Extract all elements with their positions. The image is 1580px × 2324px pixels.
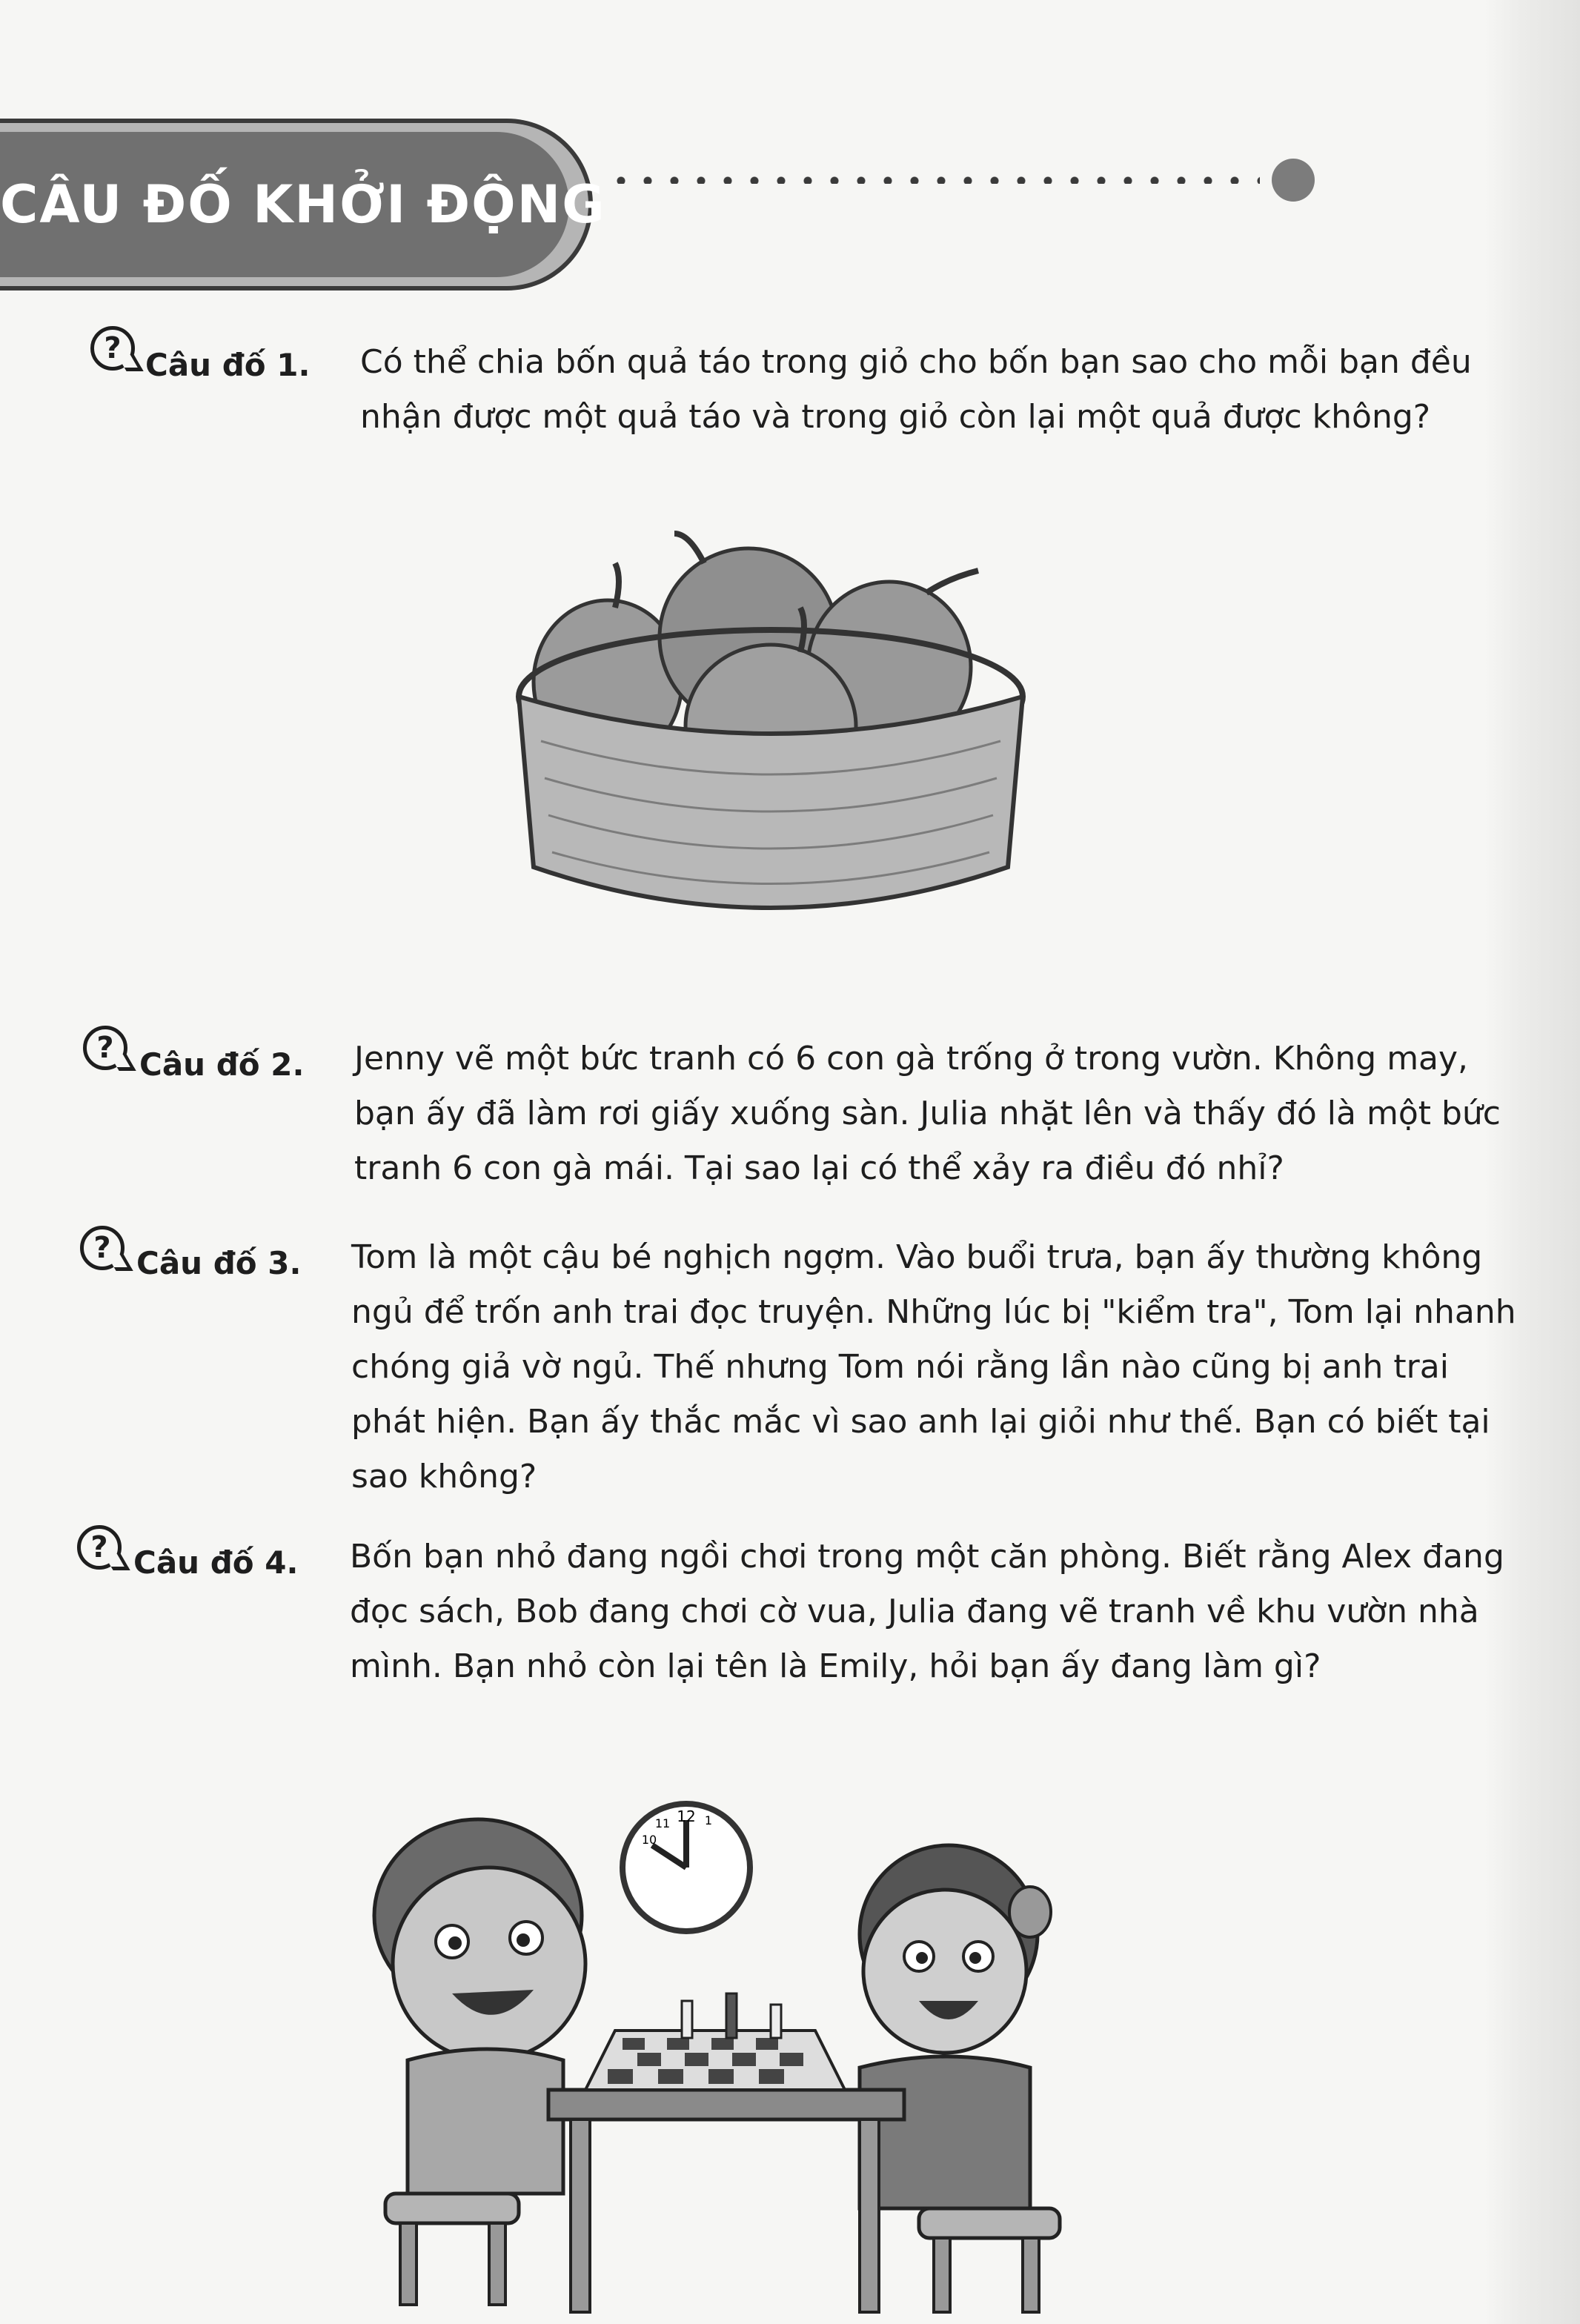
children-chess-illustration xyxy=(341,1779,1126,2320)
svg-text:1: 1 xyxy=(704,1813,713,1827)
riddle-label: Câu đố 1. xyxy=(145,347,311,383)
riddle-label: Câu đố 2. xyxy=(139,1046,305,1083)
chess-board xyxy=(585,1993,845,2090)
question-bubble-icon: ? xyxy=(80,1226,125,1270)
divider-end-dot xyxy=(1272,159,1315,202)
wall-clock xyxy=(623,1804,750,1931)
question-bubble-icon: ? xyxy=(83,1026,127,1070)
riddle-text: Có thể chia bốn quả táo trong giỏ cho bốn bạn sao cho mỗi bạn đều nhận được một quả táo và trong giỏ còn lại một quả được không? xyxy=(360,343,1472,436)
riddle-label: Câu đố 4. xyxy=(133,1544,299,1581)
page-title: CÂU ĐỐ KHỞI ĐỘNG xyxy=(0,174,606,235)
table xyxy=(548,2090,904,2312)
dotted-divider xyxy=(608,176,1260,184)
riddle-text: Tom là một cậu bé nghịch ngợm. Vào buổi trưa, bạn ấy thường không ngủ để trốn anh trai đọc truyện. Những lúc bị "kiểm tra", Tom lại nhanh chóng giả vờ ngủ. Thế nhưng Tom nói rằng lần nào cũng bị anh trai phát hiện. Bạn ấy thắc mắc vì sao anh lại giỏi như thế. Bạn có biết tại sao không? xyxy=(351,1238,1516,1495)
riddle-text: Bốn bạn nhỏ đang ngồi chơi trong một căn phòng. Biết rằng Alex đang đọc sách, Bob đang chơi cờ vua, Julia đang vẽ tranh về khu vườn nhà mình. Bạn nhỏ còn lại tên là Emily, hỏi bạn ấy đang làm gì? xyxy=(350,1538,1504,1685)
svg-text:11: 11 xyxy=(654,1816,671,1830)
question-bubble-icon: ? xyxy=(77,1525,122,1570)
girl xyxy=(860,1845,1060,2312)
boy xyxy=(374,1819,585,2305)
svg-text:10: 10 xyxy=(641,1833,657,1847)
header-banner xyxy=(0,132,606,277)
riddle-text: Jenny vẽ một bức tranh có 6 con gà trống ở trong vườn. Không may, bạn ấy đã làm rơi giấy xuống sàn. Julia nhặt lên và thấy đó là một bức tranh 6 con gà mái. Tại sao lại có thể xảy ra điều đó nhỉ? xyxy=(354,1040,1501,1187)
riddle-label: Câu đố 3. xyxy=(136,1245,302,1281)
question-bubble-icon: ? xyxy=(90,326,135,371)
svg-text:12: 12 xyxy=(677,1807,696,1825)
apple-basket-illustration xyxy=(489,519,1052,949)
